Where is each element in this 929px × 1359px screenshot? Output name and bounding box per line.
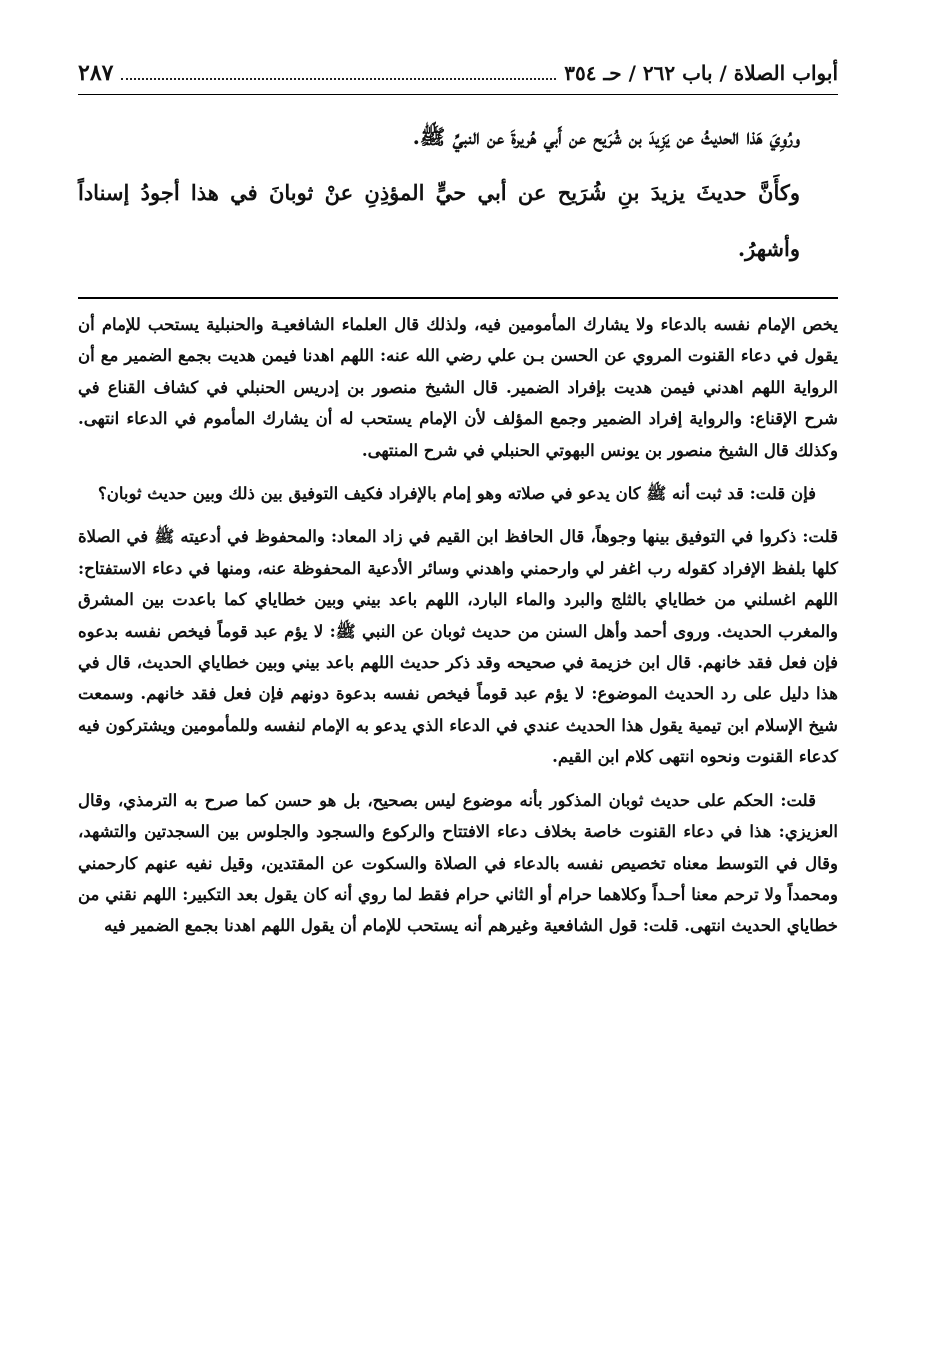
page-number: ٢٨٧ xyxy=(78,60,114,86)
footnote-paragraph: قلت: الحكم على حديث ثوبان المذكور بأنه موضوع ليس بصحيح، بل هو حسن كما صرح به الترمذي، وقال العزيزي: هذا في دعاء القنوت خاصة بخلاف دعاء الافتتاح والركوع والسجود والجلوس بين السجدتين والتشهد، وقال في التوسط معناه تخصيص نفسه بالدعاء في الصلاة والسكوت عن المقتدين، وقيل نفيه عنهم كارحمني ومحمداً ولا ترحم معنا أحـداً وكلاهما حرام أو الثاني حرام فقط لما روي أنه كان يقول بعد التكبير: اللهم نقني من خطاياي الحديث انتهى. قلت: قول الشافعية وغيرهم أنه يستحب للإمام أن يقول اللهم اهدنا بجمع الضمير فيه xyxy=(78,790,838,936)
footnote-separator xyxy=(78,297,838,299)
leader-dots xyxy=(121,78,556,80)
main-paragraph: وكأَنَّ حديثَ يزيدَ بنِ شُرَيح عن أبي حيٍّ المؤذِنِ عنْ ثوبانَ في هذا أجودُ إسناداً وأشهرُ. xyxy=(78,180,800,261)
footnote-paragraph: قلت: ذكروا في التوفيق بينها وجوهاً، قال الحافظ ابن القيم في زاد المعاد: والمحفوظ في أدعيته ﷺ في الصلاة كلها بلفظ الإفراد كقوله رب اغفر لي وارحمني واهدني وسائر الأدعية المحفوظة عنه، ومنها في دعاء الاستفتاح: اللهم اغسلني من خطاياي بالثلج والبرد والماء البارد، اللهم باعد بيني وبين خطاياي كما باعدت بين المشرق والمغرب الحديث. وروى أحمد وأهل السنن من حديث ثوبان عن النبي ﷺ: لا يؤم عبد قوماً فيخص نفسه بدعوه فإن فعل فقد خانهم. قال ابن خزيمة في صحيحه وقد ذكر حديث اللهم باعد بيني وبين خطاياي الحديث، قال في هذا دليل على رد الحديث الموضوع: لا يؤم عبد قوماً فيخص نفسه بدعوة دونهم فإن فعل فقد خانهم. وسمعت شيخ الإسلام ابن تيمية يقول هذا الحديث عندي في الدعاء الذي يدعو به الإمام لنفسه وللمأمومين ويشتركون فيه كدعاء القنوت ونحوه انتهى كلام ابن القيم. xyxy=(78,527,839,767)
footnote-paragraph: يخص الإمام نفسه بالدعاء ولا يشارك المأمومين فيه، ولذلك قال العلماء الشافعيـة والحنبلية يستحب للإمام أن يقول في دعاء القنوت المروي عن الحسن بـن علي رضي الله عنه: اللهم اهدنا فيمن هديت بجمع الضمير مع أن الرواية اللهم اهدني فيمن هديت بإفراد الضمير. قال الشيخ منصور بن إدريس الحنبلي في كشاف القناع في شرح الإقناع: والرواية إفراد الضمير وجمع المؤلف لأن الإمام يستحب له أن يشارك المأموم في الدعاء انتهى. وكذلك قال الشيخ منصور بن يونس البهوتي الحنبلي في شرح المنتهى. xyxy=(78,315,838,460)
main-paragraph: ورُوِيَ هَذا الحديثُ عن يَزِيدَ بن شُرَيح عن أَبي هُريرةَ عن النبيِّ ﷺ. xyxy=(412,124,800,149)
running-header xyxy=(78,52,838,95)
footnotes xyxy=(78,309,838,942)
book-page xyxy=(78,52,838,1342)
main-text xyxy=(78,109,838,277)
running-title: أبواب الصلاة / باب ٢٦٢ / حـ ٣٥٤ xyxy=(564,61,838,85)
footnote-paragraph: فإن قلت: قد ثبت أنه ﷺ كان يدعو في صلاته وهو إمام بالإفراد فكيف التوفيق بين ذلك وبين حديث ثوبان؟ xyxy=(97,484,816,504)
